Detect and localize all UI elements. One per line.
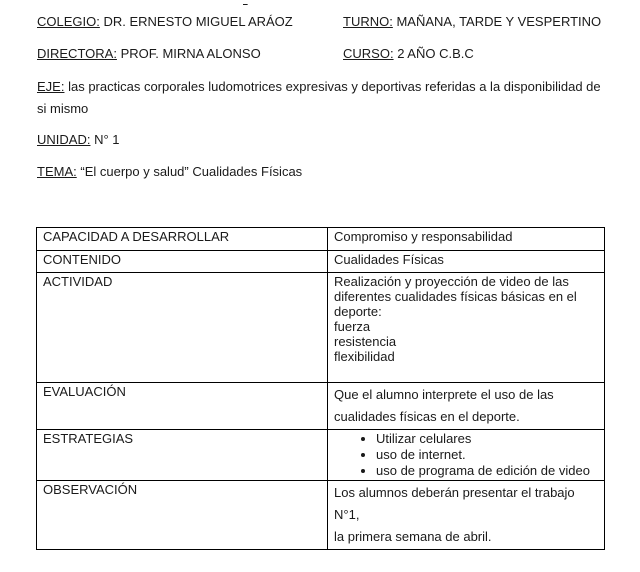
actividad-line: diferentes cualidades físicas básicas en el bbox=[334, 289, 577, 304]
colegio-label: COLEGIO: bbox=[37, 14, 100, 29]
actividad-line: fuerza bbox=[334, 319, 371, 334]
row-label: CAPACIDAD A DESARROLLAR bbox=[37, 228, 328, 251]
list-item: • Utilizar celulares bbox=[376, 431, 598, 447]
table-row bbox=[37, 273, 605, 383]
actividad-cell bbox=[328, 273, 605, 383]
list-item: • uso de internet. bbox=[376, 447, 598, 463]
unidad-value: N° 1 bbox=[94, 132, 120, 147]
estrategias-list bbox=[334, 431, 598, 479]
directora-label: DIRECTORA: bbox=[37, 46, 117, 61]
actividad-line: resistencia bbox=[334, 334, 397, 349]
actividad-line: flexibilidad bbox=[334, 349, 395, 364]
unidad-label: UNIDAD: bbox=[37, 132, 91, 147]
eje-paragraph bbox=[37, 76, 609, 120]
colegio-value: DR. ERNESTO MIGUEL ARÁOZ bbox=[103, 14, 293, 29]
list-item: • uso de programa de edición de video bbox=[376, 463, 598, 479]
table-row bbox=[37, 430, 605, 481]
curso-line bbox=[343, 46, 474, 61]
directora-line bbox=[37, 46, 261, 61]
unidad-line bbox=[37, 132, 120, 147]
tema-label: TEMA: bbox=[37, 164, 77, 179]
estrategias-cell bbox=[328, 430, 605, 481]
observacion-line: la primera semana de abril. bbox=[334, 529, 492, 544]
directora-value: PROF. MIRNA ALONSO bbox=[120, 46, 261, 61]
row-label: CONTENIDO bbox=[37, 251, 328, 273]
row-label: OBSERVACIÓN bbox=[37, 481, 328, 550]
tema-line bbox=[37, 164, 302, 179]
table-row bbox=[37, 383, 605, 430]
table-row bbox=[37, 228, 605, 251]
row-value: Cualidades Físicas bbox=[328, 251, 605, 273]
row-label: ESTRATEGIAS bbox=[37, 430, 328, 481]
table-row bbox=[37, 481, 605, 550]
turno-line bbox=[343, 14, 601, 29]
observacion-cell bbox=[328, 481, 605, 550]
evaluacion-cell bbox=[328, 383, 605, 430]
row-label: ACTIVIDAD bbox=[37, 273, 328, 383]
row-label: EVALUACIÓN bbox=[37, 383, 328, 430]
curso-value: 2 AÑO C.B.C bbox=[397, 46, 474, 61]
table-row bbox=[37, 251, 605, 273]
planning-table bbox=[36, 227, 605, 550]
evaluacion-line: Que el alumno interprete el uso de las bbox=[334, 387, 554, 402]
curso-label: CURSO: bbox=[343, 46, 394, 61]
turno-label: TURNO: bbox=[343, 14, 393, 29]
evaluacion-line: cualidades físicas en el deporte. bbox=[334, 409, 520, 424]
document-title-cropped bbox=[243, 0, 403, 5]
actividad-line: Realización y proyección de video de las bbox=[334, 274, 569, 289]
tema-value: “El cuerpo y salud” Cualidades Físicas bbox=[80, 164, 303, 179]
actividad-line: deporte: bbox=[334, 304, 382, 319]
colegio-line bbox=[37, 14, 293, 29]
observacion-line: Los alumnos deberán presentar el trabajo N°1, bbox=[334, 485, 575, 522]
eje-label: EJE: bbox=[37, 79, 65, 94]
eje-value: las practicas corporales ludomotrices expresivas y deportivas referidas a la disponibilidad de si mismo bbox=[37, 79, 601, 116]
row-value: Compromiso y responsabilidad bbox=[328, 228, 605, 251]
turno-value: MAÑANA, TARDE Y VESPERTINO bbox=[396, 14, 602, 29]
